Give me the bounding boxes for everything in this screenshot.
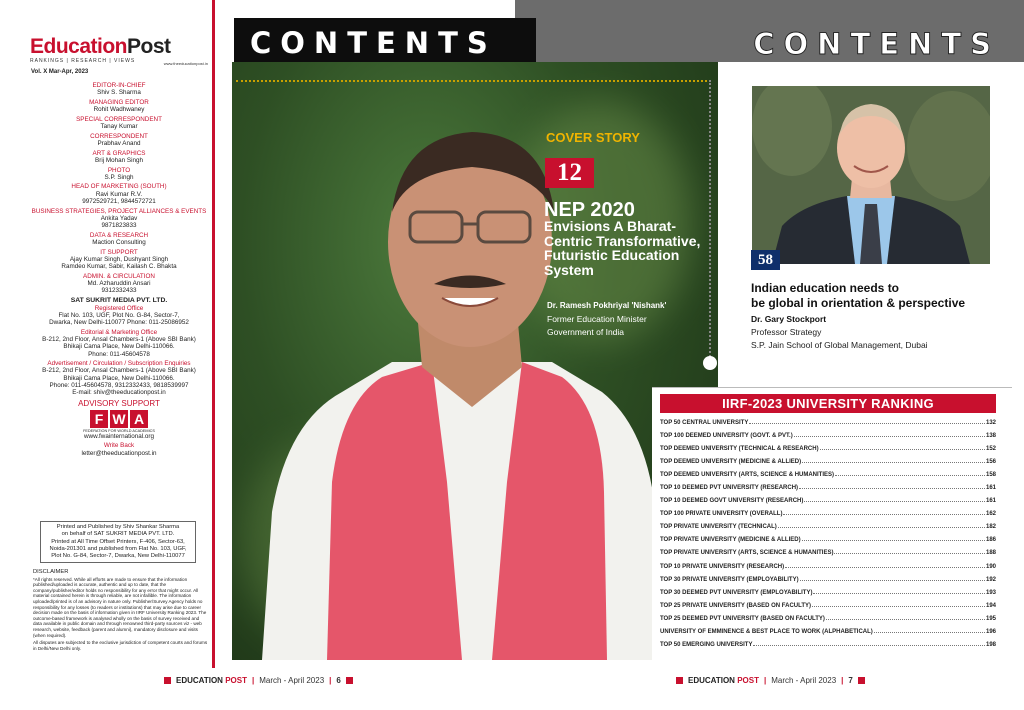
ranking-page-number: 158	[985, 472, 996, 479]
staff-role: EDITOR-IN-CHIEF	[92, 82, 146, 89]
feature-author: Dr. Gary Stockport	[751, 314, 827, 324]
print-line: on behalf of SAT SUKRIT MEDIA PVT. LTD.	[61, 531, 175, 538]
staff-group	[26, 99, 212, 113]
advert-line: Bhikaji Cama Place, New Delhi-110066.	[63, 374, 175, 382]
ranking-label: TOP PRIVATE UNIVERSITY (TECHNICAL)	[660, 524, 777, 531]
registered-line: Flat No. 103, UGF, Plot No. G-84, Sector-7,	[58, 311, 180, 319]
ranking-row[interactable]	[660, 523, 996, 536]
cover-dot-marker	[703, 356, 717, 370]
left-contents-title: CONTENTS	[250, 26, 497, 60]
ranking-page-number: 161	[985, 485, 996, 492]
ranking-page-number: 194	[985, 602, 996, 609]
ranking-label: TOP 25 DEEMED PVT UNIVERSITY (BASED ON FACULTY)	[660, 615, 825, 622]
staff-group	[26, 133, 212, 147]
staff-group	[26, 208, 212, 230]
registered-office-title: Registered Office	[94, 304, 144, 312]
left-page-header	[234, 18, 536, 63]
ranking-row[interactable]	[660, 576, 996, 589]
feature-page-number[interactable]: 58	[751, 250, 780, 270]
advert-line: Phone: 011-45604578, 9312332433, 9818539997	[49, 381, 189, 389]
ranking-label: TOP 30 PRIVATE UNIVERSITY (EMPLOYABILITY)	[660, 576, 799, 583]
ranking-title: IIRF-2023 UNIVERSITY RANKING	[660, 394, 996, 413]
dot-leader	[802, 536, 985, 541]
cover-deck: Envisions A Bharat-Centric Transformative, Futuristic Education System	[544, 218, 701, 278]
right-contents-title: CONTENTS	[753, 27, 1000, 61]
ranking-page-number: 138	[985, 433, 996, 440]
ranking-row[interactable]	[660, 602, 996, 615]
feature-title-line: be global in orientation & perspective	[751, 296, 966, 310]
print-line: Noida-201301 and published from Flat No. 103, UGF,	[49, 545, 187, 552]
staff-name: Ajay Kumar Singh, Dushyant Singh	[69, 255, 169, 263]
right-page-header	[515, 0, 1024, 62]
footer-right: EDUCATION POST | March - April 2023 | 7	[676, 676, 865, 685]
ranking-page-number: 162	[985, 511, 996, 518]
fwa-logo	[26, 410, 212, 428]
footer-brand-b: POST	[737, 676, 759, 685]
editorial-office-title: Editorial & Marketing Office	[80, 328, 158, 336]
ranking-label: TOP 30 DEEMED PVT UNIVERSITY (EMPLOYABILITY)	[660, 589, 813, 596]
cover-story-label: COVER STORY	[546, 130, 640, 145]
editorial-line: B-212, 2nd Floor, Ansal Chambers-1 (Above SBI Bank)	[42, 336, 196, 344]
staff-name: Shiv S. Sharma	[97, 89, 141, 97]
ranking-label: TOP 100 DEEMED UNIVERSITY (GOVT. & PVT.)	[660, 433, 793, 440]
ranking-page-number: 193	[985, 589, 996, 596]
ranking-row[interactable]	[660, 497, 996, 510]
staff-role: ADMIN. & CIRCULATION	[83, 272, 155, 280]
staff-role: ART & GRAPHICS	[92, 149, 146, 157]
dot-leader	[783, 510, 985, 515]
staff-name: S.P. Singh	[104, 173, 134, 181]
ranking-row[interactable]	[660, 536, 996, 549]
ranking-page-number: 195	[985, 615, 996, 622]
staff-name: Ravi Kumar R.V.	[95, 190, 143, 198]
logo-education-text: Education	[30, 35, 128, 58]
staff-name: Maction Consulting	[92, 238, 146, 246]
cover-person-illustration	[232, 62, 718, 660]
disclaimer-body: *All rights reserved. While all efforts are made to ensure that the information published/uploaded is accurate, authentic and up to date, that the company/publisher/editor holds no responsibility for any error that might occur. All material contained herein is through reliable, are not infallible. The information uploaded/printed is of an advisory in nature only. Publisher/Survey Agency holds no responsibility for any losses (to readers or institutions) that may arise due to career decision made on the basis of information given in IIRF University Ranking 2023. The outcome-based framework is analysed wholly on the basis of survey received and data available in public domain and through renowned third-party sources viz - web research, website, feedback (parent and alumni), mandatory disclosure and visits (when required).	[33, 576, 207, 638]
cover-photo	[232, 62, 718, 660]
dot-leader	[794, 432, 985, 437]
cover-title[interactable]: NEP 2020	[544, 199, 635, 221]
ranking-label: TOP DEEMED UNIVERSITY (TECHNICAL & RESEARCH)	[660, 446, 819, 453]
fwa-letter: W	[110, 410, 128, 428]
staff-name: 9972529721, 9844572721	[82, 197, 156, 205]
dot-leader	[874, 628, 985, 633]
ranking-label: TOP 100 PRIVATE UNIVERSITY (OVERALL)	[660, 511, 783, 518]
footer-page-number: 6	[336, 676, 341, 685]
staff-name: Md. Azharuddin Ansari	[87, 279, 151, 287]
volume-label: Vol. X Mar-Apr, 2023	[31, 69, 89, 75]
footer-square-icon	[676, 677, 683, 684]
ranking-row[interactable]	[660, 484, 996, 497]
write-back-title: Write Back	[103, 442, 135, 450]
dot-leader	[753, 641, 985, 646]
print-line: Printed at All Time Offset Printers, F-406, Sector-63,	[51, 538, 185, 545]
ranking-label: TOP PRIVATE UNIVERSITY (ARTS, SCIENCE & HUMANITIES)	[660, 550, 834, 557]
footer-page-number: 7	[848, 676, 853, 685]
logo-url: www.theeducationpost.in	[163, 61, 208, 66]
footer-brand-a: EDUCATION	[688, 676, 735, 685]
ranking-row[interactable]	[660, 549, 996, 562]
dot-leader	[834, 549, 985, 554]
staff-name: Tanay Kumar	[100, 123, 138, 131]
ranking-row[interactable]	[660, 445, 996, 458]
ranking-row[interactable]	[660, 432, 996, 445]
staff-list	[26, 82, 212, 459]
ranking-page-number: 186	[985, 537, 996, 544]
dot-leader	[799, 484, 985, 489]
print-line: Plot No. G-84, Sector-7, Dwarka, New Delhi-110077	[51, 553, 185, 560]
dot-leader	[785, 563, 985, 568]
feature-title[interactable]	[751, 281, 965, 311]
cover-author-org: Government of India	[547, 327, 625, 337]
staff-role: MANAGING EDITOR	[89, 98, 149, 106]
staff-group	[26, 167, 212, 181]
ranking-page-number: 152	[985, 446, 996, 453]
ranking-row[interactable]	[660, 563, 996, 576]
print-line: Printed and Published by Shiv Shankar Sharma	[56, 524, 180, 530]
staff-group	[26, 82, 212, 96]
ranking-label: TOP 50 EMERGING UNIVERSITY	[660, 641, 753, 648]
footer-date: March - April 2023	[771, 676, 837, 685]
cover-author: Dr. Ramesh Pokhriyal 'Nishank'	[547, 301, 667, 310]
footer-date: March - April 2023	[259, 676, 325, 685]
write-back-email[interactable]: letter@theeducationpost.in	[81, 449, 157, 457]
staff-role: CORRESPONDENT	[90, 132, 148, 140]
staff-name: 9871823833	[101, 221, 137, 229]
education-post-logo	[30, 36, 208, 66]
staff-group	[26, 273, 212, 295]
staff-role: IT SUPPORT	[100, 248, 138, 256]
staff-name: Brij Mohan Singh	[95, 156, 143, 164]
cover-dotted-vertical	[709, 80, 711, 360]
staff-group	[26, 150, 212, 164]
dot-leader	[800, 576, 985, 581]
staff-group	[26, 183, 212, 205]
fwa-caption: FEDERATION FOR WORLD ACADEMICS	[83, 428, 155, 433]
staff-name: Rohit Wadhwaney	[93, 106, 145, 114]
dot-leader	[778, 523, 985, 528]
ranking-list	[660, 419, 996, 654]
ranking-page-number: 156	[985, 459, 996, 466]
cover-page-number[interactable]: 12	[545, 158, 594, 188]
cover-author-role: Former Education Minister	[547, 314, 647, 324]
editorial-line: Phone: 011-45604578	[88, 350, 150, 358]
dot-leader	[835, 471, 985, 476]
print-info-box	[40, 521, 196, 563]
footer-square-icon	[858, 677, 865, 684]
staff-role: DATA & RESEARCH	[89, 231, 149, 239]
advisory-support-title: ADVISORY SUPPORT	[78, 398, 160, 408]
ranking-label: TOP 10 DEEMED PVT UNIVERSITY (RESEARCH)	[660, 485, 799, 492]
dot-leader	[749, 419, 985, 424]
ranking-row[interactable]	[660, 510, 996, 523]
ranking-label: TOP 25 PRIVATE UNIVERSITY (BASED ON FACULTY)	[660, 602, 812, 609]
advert-email[interactable]: E-mail: shiv@theeducationpost.in	[72, 389, 166, 397]
feature-author-org: S.P. Jain School of Global Management, Dubai	[751, 340, 928, 350]
footer-brand-a: EDUCATION	[176, 676, 223, 685]
ranking-page-number: 190	[985, 563, 996, 570]
fwa-url[interactable]: www.fwainternational.org	[83, 432, 154, 440]
fwa-letter: A	[130, 410, 148, 428]
ranking-row[interactable]	[660, 458, 996, 471]
dot-leader	[812, 602, 985, 607]
editorial-line: Bhikaji Cama Place, New Delhi-110066.	[63, 343, 175, 351]
disclaimer	[33, 570, 209, 651]
staff-role: BUSINESS STRATEGIES, PROJECT ALLIANCES & EVENTS	[31, 207, 207, 215]
ranking-page-number: 198	[985, 641, 996, 648]
ranking-label: TOP DEEMED UNIVERSITY (MEDICINE & ALLIED)	[660, 459, 802, 466]
ranking-label: TOP 10 PRIVATE UNIVERSITY (RESEARCH)	[660, 563, 785, 570]
staff-group	[26, 116, 212, 130]
footer-brand-b: POST	[225, 676, 247, 685]
staff-name: Ramdeo Kumar, Sabir, Kailash C. Bhakta	[61, 262, 177, 270]
fwa-letter: F	[90, 410, 108, 428]
staff-role: PHOTO	[107, 166, 131, 174]
ranking-row[interactable]	[660, 641, 996, 654]
dot-leader	[813, 589, 985, 594]
staff-group	[26, 249, 212, 271]
registered-line: Dwarka, New Delhi-110077 Phone: 011-25086952	[49, 319, 189, 327]
footer-left: EDUCATION POST | March - April 2023 | 6	[164, 676, 353, 685]
ranking-page-number: 132	[985, 420, 996, 426]
ranking-row[interactable]	[660, 471, 996, 484]
staff-name: Ankita Yadav	[100, 214, 138, 222]
staff-role: HEAD OF MARKETING (SOUTH)	[71, 183, 167, 191]
staff-role: SPECIAL CORRESPONDENT	[76, 115, 162, 123]
masthead-column	[0, 0, 212, 668]
staff-name: Prabhav Anand	[97, 139, 141, 147]
advert-line: B-212, 2nd Floor, Ansal Chambers-1 (Above SBI Bank)	[42, 367, 196, 375]
ranking-label: UNIVERSITY OF EMMINENCE & BEST PLACE TO WORK (ALPHABETICAL)	[660, 628, 873, 635]
footer-square-icon	[164, 677, 171, 684]
company-name: SAT SUKRIT MEDIA PVT. LTD.	[70, 296, 168, 304]
ranking-page-number: 196	[985, 628, 996, 635]
ranking-row[interactable]	[660, 589, 996, 602]
masthead-divider	[212, 0, 215, 668]
ranking-label: TOP 50 CENTRAL UNIVERSITY	[660, 420, 749, 426]
disclaimer-title: DISCLAIMER	[33, 569, 69, 575]
feature-author-role: Professor Strategy	[751, 327, 822, 337]
disclaimer-jurisdiction: All disputes are subjected to the exclusive jurisdiction of competent courts and forums in Delhi/New Delhi only.	[33, 640, 208, 651]
ranking-row[interactable]	[660, 419, 996, 432]
staff-group	[26, 232, 212, 246]
ranking-page-number: 182	[985, 524, 996, 531]
dot-leader	[804, 497, 985, 502]
advert-title: Advertisement / Circulation / Subscription Enquiries	[47, 360, 191, 368]
staff-name: 9312332433	[101, 287, 137, 295]
dot-leader	[826, 615, 985, 620]
feature-photo	[752, 86, 990, 264]
cover-dotted-rule	[236, 80, 711, 82]
ranking-label: TOP PRIVATE UNIVERSITY (MEDICINE & ALLIED)	[660, 537, 801, 544]
ranking-label: TOP DEEMED UNIVERSITY (ARTS, SCIENCE & HUMANITIES)	[660, 472, 835, 479]
footer-square-icon	[346, 677, 353, 684]
logo-tagline: RANKINGS | RESEARCH | VIEWS	[30, 58, 136, 64]
ranking-page-number: 192	[985, 576, 996, 583]
feature-person-illustration	[752, 86, 990, 264]
ranking-row[interactable]	[660, 615, 996, 628]
ranking-label: TOP 10 DEEMED GOVT UNIVERSITY (RESEARCH)	[660, 498, 804, 505]
ranking-page-number: 188	[985, 550, 996, 557]
feature-title-line: Indian education needs to	[751, 281, 900, 295]
dot-leader	[802, 458, 985, 463]
ranking-row[interactable]	[660, 628, 996, 641]
ranking-page-number: 161	[985, 498, 996, 505]
logo-post-text: Post	[127, 35, 171, 58]
dot-leader	[820, 445, 985, 450]
